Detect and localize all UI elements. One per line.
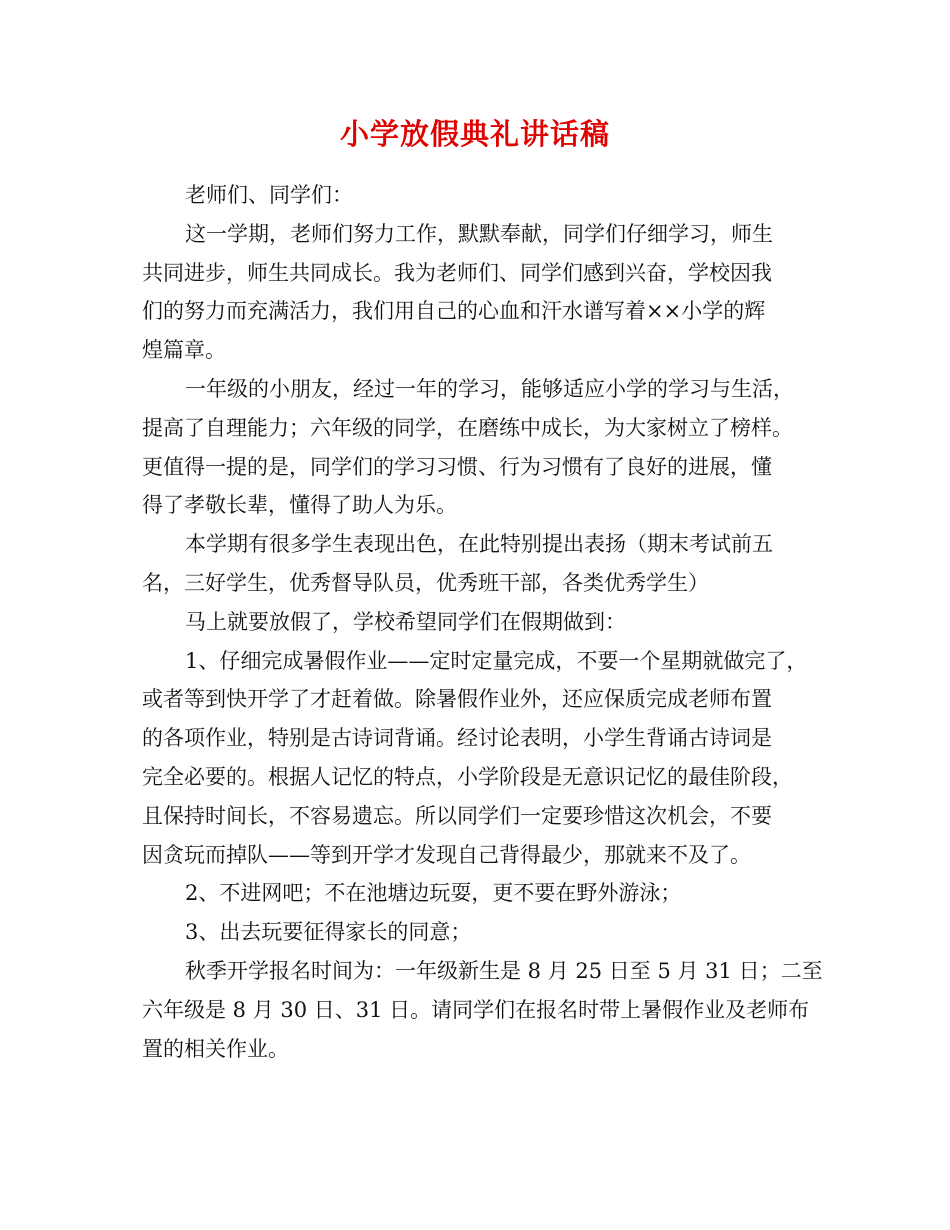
paragraph-line: 更值得一提的是，同学们的学习习惯、行为习惯有了良好的进展，懂	[142, 454, 772, 479]
list-item-line: 的各项作业，特别是古诗词背诵。经讨论表明，小学生背诵古诗词是	[142, 726, 772, 751]
greeting-line: 老师们、同学们：	[185, 183, 353, 207]
list-item-line: 或者等到快开学了才赶着做。除暑假作业外，还应保质完成老师布置	[142, 687, 772, 712]
paragraph-line: 本学期有很多学生表现出色，在此特别提出表扬（期末考试前五	[185, 532, 773, 557]
list-item-line: 且保持时间长，不容易遗忘。所以同学们一定要珍惜这次机会，不要	[142, 803, 772, 828]
paragraph-line: 名，三好学生，优秀督导队员，优秀班干部，各类优秀学生）	[142, 570, 709, 595]
paragraph-line: 六年级是 8 月 30 日、31 日。请同学们在报名时带上暑假作业及老师布	[142, 997, 810, 1022]
paragraph-line: 提高了自理能力；六年级的同学，在磨练中成长，为大家树立了榜样。	[142, 415, 793, 440]
paragraph-line: 马上就要放假了，学校希望同学们在假期做到：	[185, 609, 626, 634]
paragraph-line: 得了孝敬长辈，懂得了助人为乐。	[142, 493, 457, 518]
paragraph-line: 煌篇章。	[142, 338, 226, 363]
list-item-line: 2、不进网吧；不在池塘边玩耍，更不要在野外游泳；	[185, 881, 682, 906]
list-item-line: 1、仔细完成暑假作业——定时定量完成，不要一个星期就做完了，	[185, 648, 808, 673]
paragraph-line: 秋季开学报名时间为：一年级新生是 8 月 25 日至 5 月 31 日；二至	[185, 958, 823, 983]
paragraph-line: 一年级的小朋友，经过一年的学习，能够适应小学的学习与生活，	[185, 376, 794, 401]
list-item-line: 3、出去玩要征得家长的同意；	[185, 920, 472, 945]
document-body	[142, 176, 832, 1068]
list-item-line: 完全必要的。根据人记忆的特点，小学阶段是无意识记忆的最佳阶段，	[142, 764, 793, 789]
list-item-line: 因贪玩而掉队——等到开学才发现自己背得最少，那就来不及了。	[142, 842, 751, 867]
paragraph-line: 置的相关作业。	[142, 1036, 289, 1061]
document-title: 小学放假典礼讲话稿	[339, 117, 610, 151]
paragraph-line: 这一学期，老师们努力工作，默默奉献，同学们仔细学习，师生	[185, 221, 773, 246]
paragraph-line: 们的努力而充满活力，我们用自己的心血和汗水谱写着××小学的辉	[142, 299, 766, 324]
paragraph-line: 共同进步，师生共同成长。我为老师们、同学们感到兴奋，学校因我	[142, 260, 772, 285]
